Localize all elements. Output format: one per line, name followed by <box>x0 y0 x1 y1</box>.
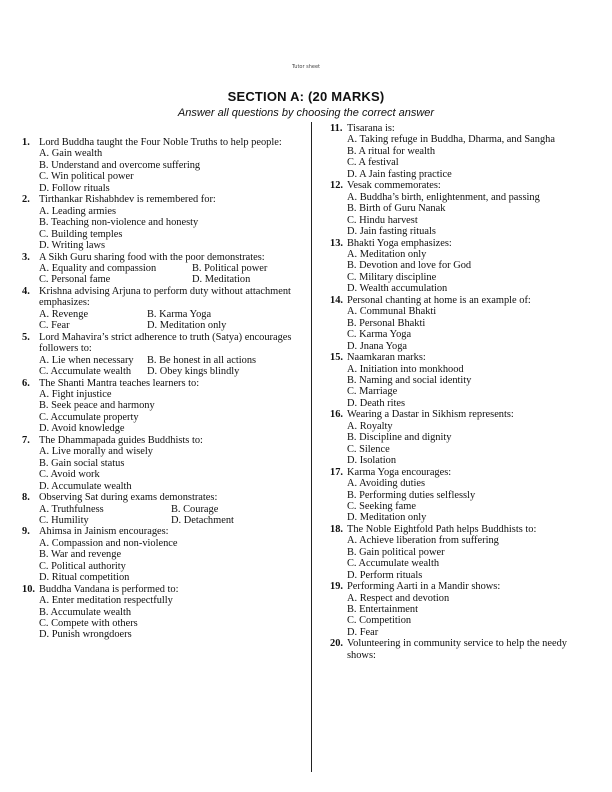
option-a: A. Buddha’s birth, enlightenment, and passing <box>347 191 540 203</box>
question-15 <box>330 352 592 409</box>
question-number: 17. <box>330 466 343 478</box>
question-7 <box>22 435 302 492</box>
option-row <box>39 320 302 331</box>
option-c: C. Competition <box>347 615 412 627</box>
option-c: C. Fear <box>39 320 70 332</box>
instructions: Answer all questions by choosing the correct answer <box>177 107 435 119</box>
question-20 <box>330 638 592 661</box>
question-8 <box>22 492 302 526</box>
question-text: Lord Mahavira’s strict adherence to truth (Satya) encourages followers to: <box>39 331 292 355</box>
option-c: C. Avoid work <box>39 469 100 481</box>
question-2 <box>22 194 302 251</box>
question-text: Lord Buddha taught the Four Noble Truths to help people: <box>39 137 282 148</box>
question-number: 9. <box>22 526 30 538</box>
option-a: A. Initiation into monkhood <box>347 363 464 375</box>
question-11 <box>330 123 592 180</box>
option-b: B. Accumulate wealth <box>39 606 132 618</box>
option-a: A. Truthfulness <box>39 503 104 515</box>
section-title: SECTION A: (20 MARKS) <box>227 89 385 104</box>
question-text: Naamkaran marks: <box>347 352 426 364</box>
question-12 <box>330 180 592 237</box>
option-a: A. Compassion and non-violence <box>39 537 178 549</box>
option-d: D. Meditation only <box>147 320 227 332</box>
question-9 <box>22 526 302 583</box>
option-c: C. A festival <box>347 157 399 169</box>
question-text: The Dhammapada guides Buddhists to: <box>39 434 203 446</box>
question-number: 18. <box>330 523 343 535</box>
right-column <box>330 123 592 661</box>
option-c: C. Compete with others <box>39 618 138 630</box>
option-b: B. Devotion and love for God <box>347 260 472 272</box>
option-c: C. Accumulate wealth <box>347 558 440 570</box>
question-text: Bhakti Yoga emphasizes: <box>347 237 452 249</box>
option-a: A. Revenge <box>39 308 89 320</box>
question-19 <box>330 581 592 638</box>
question-text: Observing Sat during exams demonstrates: <box>39 492 218 504</box>
option-d: D. Perform rituals <box>347 569 423 581</box>
question-text: The Shanti Mantra teaches learners to: <box>39 377 200 389</box>
question-number: 10. <box>22 583 35 595</box>
option-c: C. Accumulate wealth <box>39 366 132 378</box>
question-number: 20. <box>330 638 343 650</box>
option-d: D. Ritual competition <box>39 572 130 584</box>
option-b: B. A ritual for wealth <box>347 145 436 157</box>
question-number: 13. <box>330 237 343 249</box>
option-a: A. Achieve liberation from suffering <box>347 535 499 547</box>
left-column <box>22 137 302 641</box>
question-number: 6. <box>22 377 30 389</box>
option-b: B. Personal Bhakti <box>347 317 426 329</box>
question-number: 2. <box>22 194 30 206</box>
option-b: B. Courage <box>171 503 219 515</box>
question-text: A Sikh Guru sharing food with the poor demonstrates: <box>39 251 265 263</box>
option-d: D. Jnana Yoga <box>347 340 408 352</box>
option-c: C. Win political power <box>39 171 134 183</box>
question-text: Karma Yoga encourages: <box>347 466 452 478</box>
option-c: C. Political authority <box>39 560 126 572</box>
question-6 <box>22 378 302 435</box>
question-18 <box>330 524 592 581</box>
option-a: A. Royalty <box>347 420 393 432</box>
question-number: 11. <box>330 123 343 134</box>
option-b: B. Naming and social identity <box>347 374 472 386</box>
question-number: 15. <box>330 352 343 364</box>
option-a: A. Equality and compassion <box>39 262 157 274</box>
question-text: Tirthankar Rishabhdev is remembered for: <box>39 194 216 206</box>
option-b: B. Be honest in all actions <box>147 354 257 366</box>
question-4 <box>22 286 302 332</box>
option-row <box>39 309 302 320</box>
option-c: C. Accumulate property <box>39 411 139 423</box>
option-a: A. Enter meditation respectfully <box>39 595 173 607</box>
option-row <box>39 355 302 366</box>
option-row <box>39 515 302 526</box>
option-b: B. Gain social status <box>39 457 125 469</box>
option-d: D. A Jain fasting practice <box>347 168 452 180</box>
option-b: B. Teaching non-violence and honesty <box>39 217 199 229</box>
question-text: Vesak commemorates: <box>347 180 441 192</box>
option-row <box>39 504 302 515</box>
option-d: D. Wealth accumulation <box>347 283 448 295</box>
question-number: 5. <box>22 331 30 343</box>
option-row <box>39 263 302 274</box>
option-c: C. Military discipline <box>347 271 437 283</box>
question-text: Personal chanting at home is an example of: <box>347 294 531 306</box>
option-b: B. Performing duties selflessly <box>347 489 476 501</box>
question-17 <box>330 467 592 524</box>
option-d: D. Obey kings blindly <box>147 366 240 378</box>
option-a: A. Leading armies <box>39 205 117 217</box>
option-c: C. Seeking fame <box>347 500 416 512</box>
question-5 <box>22 332 302 378</box>
question-text: Performing Aarti in a Mandir shows: <box>347 581 501 593</box>
option-d: D. Fear <box>347 626 379 638</box>
option-b: B. Entertainment <box>347 604 418 616</box>
option-a: A. Respect and devotion <box>347 592 450 604</box>
question-number: 7. <box>22 434 30 446</box>
question-3 <box>22 252 302 286</box>
option-c: C. Marriage <box>347 386 398 398</box>
question-text: Wearing a Dastar in Sikhism represents: <box>347 409 514 421</box>
question-number: 19. <box>330 581 343 593</box>
question-number: 3. <box>22 251 30 263</box>
question-text: Buddha Vandana is performed to: <box>39 583 179 595</box>
option-c: C. Karma Yoga <box>347 329 412 341</box>
option-d: D. Follow rituals <box>39 182 110 194</box>
option-d: D. Jain fasting rituals <box>347 226 436 238</box>
option-b: B. Karma Yoga <box>147 308 212 320</box>
question-1 <box>22 137 302 194</box>
question-number: 12. <box>330 180 343 192</box>
question-number: 14. <box>330 294 343 306</box>
question-text: Volunteering in community service to help the needy shows: <box>347 638 567 661</box>
option-d: D. Avoid knowledge <box>39 423 125 435</box>
question-number: 4. <box>22 285 30 297</box>
option-c: C. Building temples <box>39 228 123 240</box>
option-d: D. Meditation only <box>347 512 427 524</box>
header-stamp: Tutor sheet <box>291 64 320 70</box>
option-d: D. Accumulate wealth <box>39 480 132 492</box>
option-b: B. Political power <box>192 262 268 274</box>
option-d: D. Death rites <box>347 397 405 409</box>
option-b: B. War and revenge <box>39 549 122 561</box>
question-10 <box>22 584 302 641</box>
option-a: A. Communal Bhakti <box>347 306 437 318</box>
option-a: A. Taking refuge in Buddha, Dharma, and Sangha <box>347 134 555 146</box>
option-row <box>39 274 302 285</box>
option-a: A. Live morally and wisely <box>39 446 153 458</box>
option-b: B. Seek peace and harmony <box>39 400 155 412</box>
option-b: B. Gain political power <box>347 546 445 558</box>
option-b: B. Discipline and dignity <box>347 432 452 444</box>
option-d: D. Punish wrongdoers <box>39 629 132 641</box>
question-text: Krishna advising Arjuna to perform duty without attachment emphasizes: <box>39 285 291 309</box>
option-a: A. Meditation only <box>347 248 427 260</box>
column-divider <box>311 122 312 772</box>
option-a: A. Gain wealth <box>39 148 103 160</box>
question-13 <box>330 238 592 295</box>
option-a: A. Avoiding duties <box>347 478 426 490</box>
question-number: 8. <box>22 492 30 504</box>
question-16 <box>330 409 592 466</box>
option-c: C. Silence <box>347 443 390 455</box>
question-number: 16. <box>330 409 343 421</box>
option-d: D. Meditation <box>192 274 251 286</box>
question-text: Ahimsa in Jainism encourages: <box>39 526 169 538</box>
option-d: D. Writing laws <box>39 240 106 252</box>
question-number: 1. <box>22 137 30 148</box>
option-d: D. Detachment <box>171 514 234 526</box>
option-b: B. Birth of Guru Nanak <box>347 203 446 215</box>
option-c: C. Hindu harvest <box>347 214 418 226</box>
option-c: C. Humility <box>39 514 89 526</box>
option-d: D. Isolation <box>347 455 397 467</box>
option-b: B. Understand and overcome suffering <box>39 159 201 171</box>
question-text: The Noble Eightfold Path helps Buddhists to: <box>347 523 537 535</box>
question-text: Tisarana is: <box>347 123 395 134</box>
question-14 <box>330 295 592 352</box>
option-a: A. Lie when necessary <box>39 354 134 366</box>
option-row <box>39 366 302 377</box>
option-c: C. Personal fame <box>39 274 111 286</box>
option-a: A. Fight injustice <box>39 388 112 400</box>
